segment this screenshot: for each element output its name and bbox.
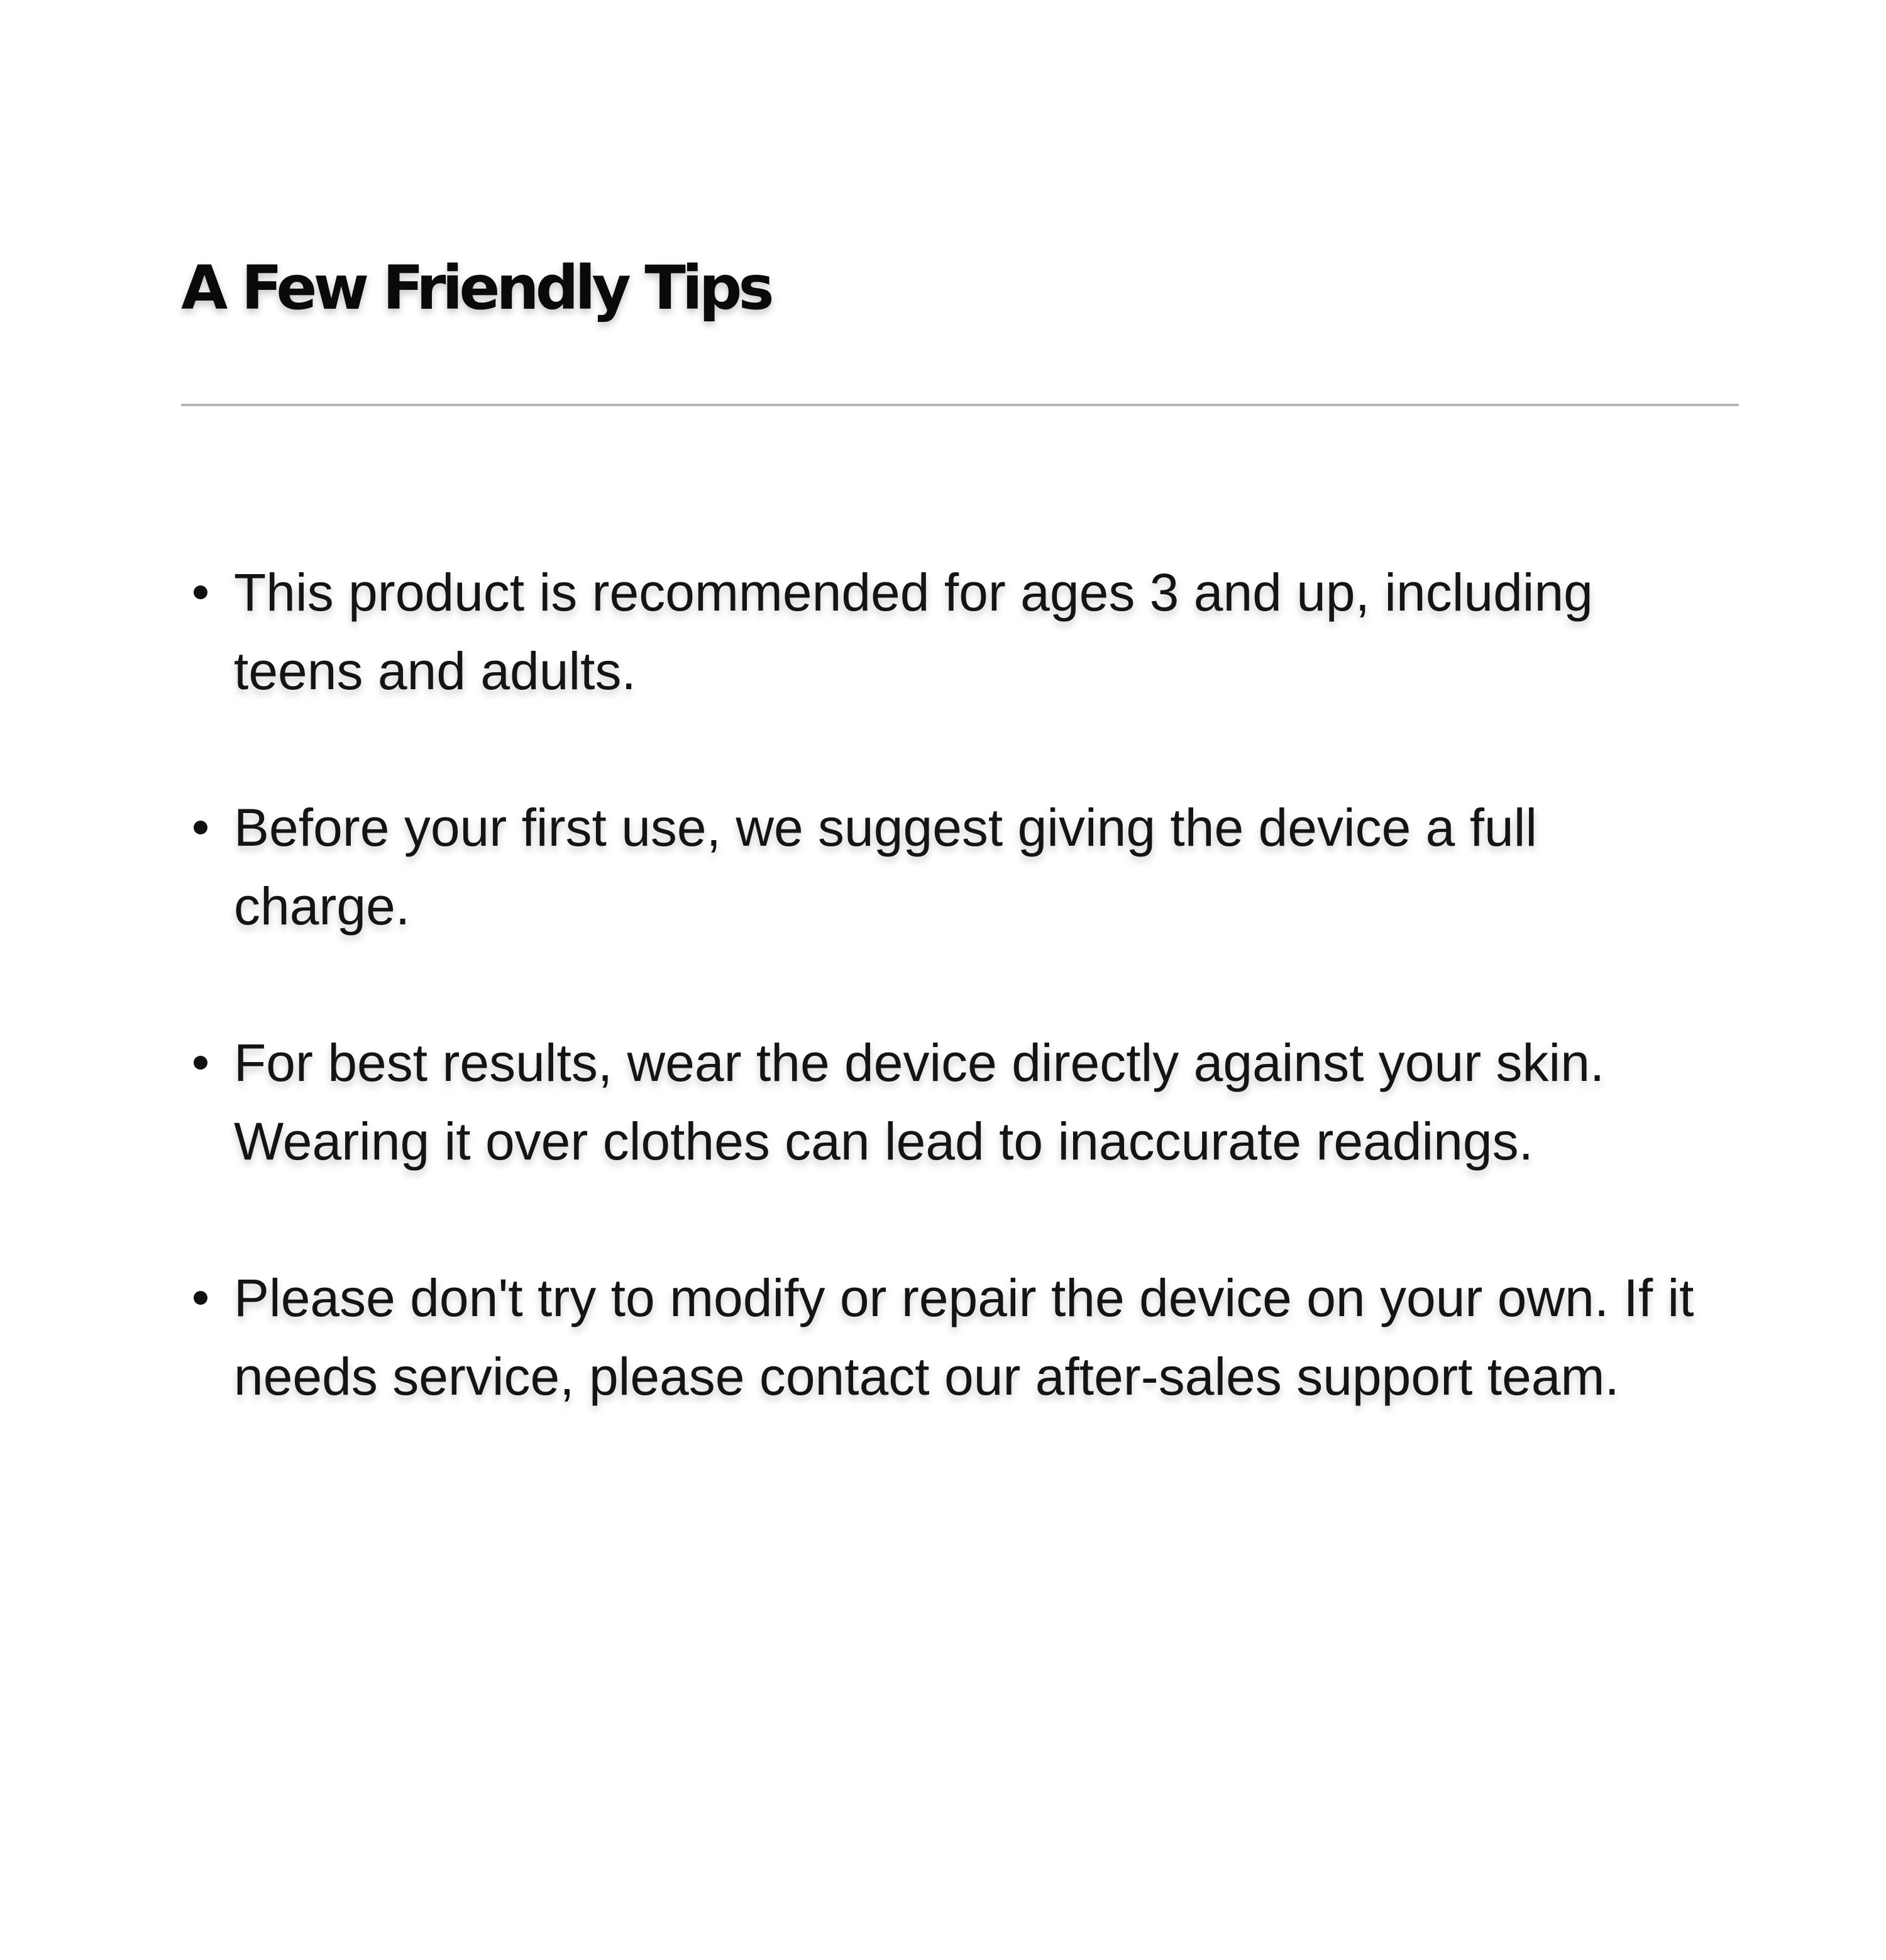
tip-text: This product is recommended for ages 3 and up, including teens and adults. bbox=[234, 563, 1593, 700]
tip-text: Before your first use, we suggest giving the device a full charge. bbox=[234, 798, 1538, 936]
tip-text: Please don't try to modify or repair the device on your own. If it needs service, please contact our after-sales support team. bbox=[234, 1268, 1694, 1406]
list-item bbox=[181, 553, 1702, 711]
list-item bbox=[181, 1024, 1702, 1181]
bullet-icon bbox=[194, 821, 207, 834]
tips-list bbox=[181, 553, 1702, 1494]
tip-text: For best results, wear the device directly against your skin. Wearing it over clothes can lead to inaccurate readings. bbox=[234, 1033, 1605, 1171]
divider bbox=[181, 404, 1739, 406]
page-title: A Few Friendly Tips bbox=[181, 253, 771, 323]
list-item bbox=[181, 1259, 1702, 1416]
bullet-icon bbox=[194, 585, 207, 599]
list-item bbox=[181, 789, 1702, 946]
bullet-icon bbox=[194, 1291, 207, 1305]
bullet-icon bbox=[194, 1056, 207, 1070]
